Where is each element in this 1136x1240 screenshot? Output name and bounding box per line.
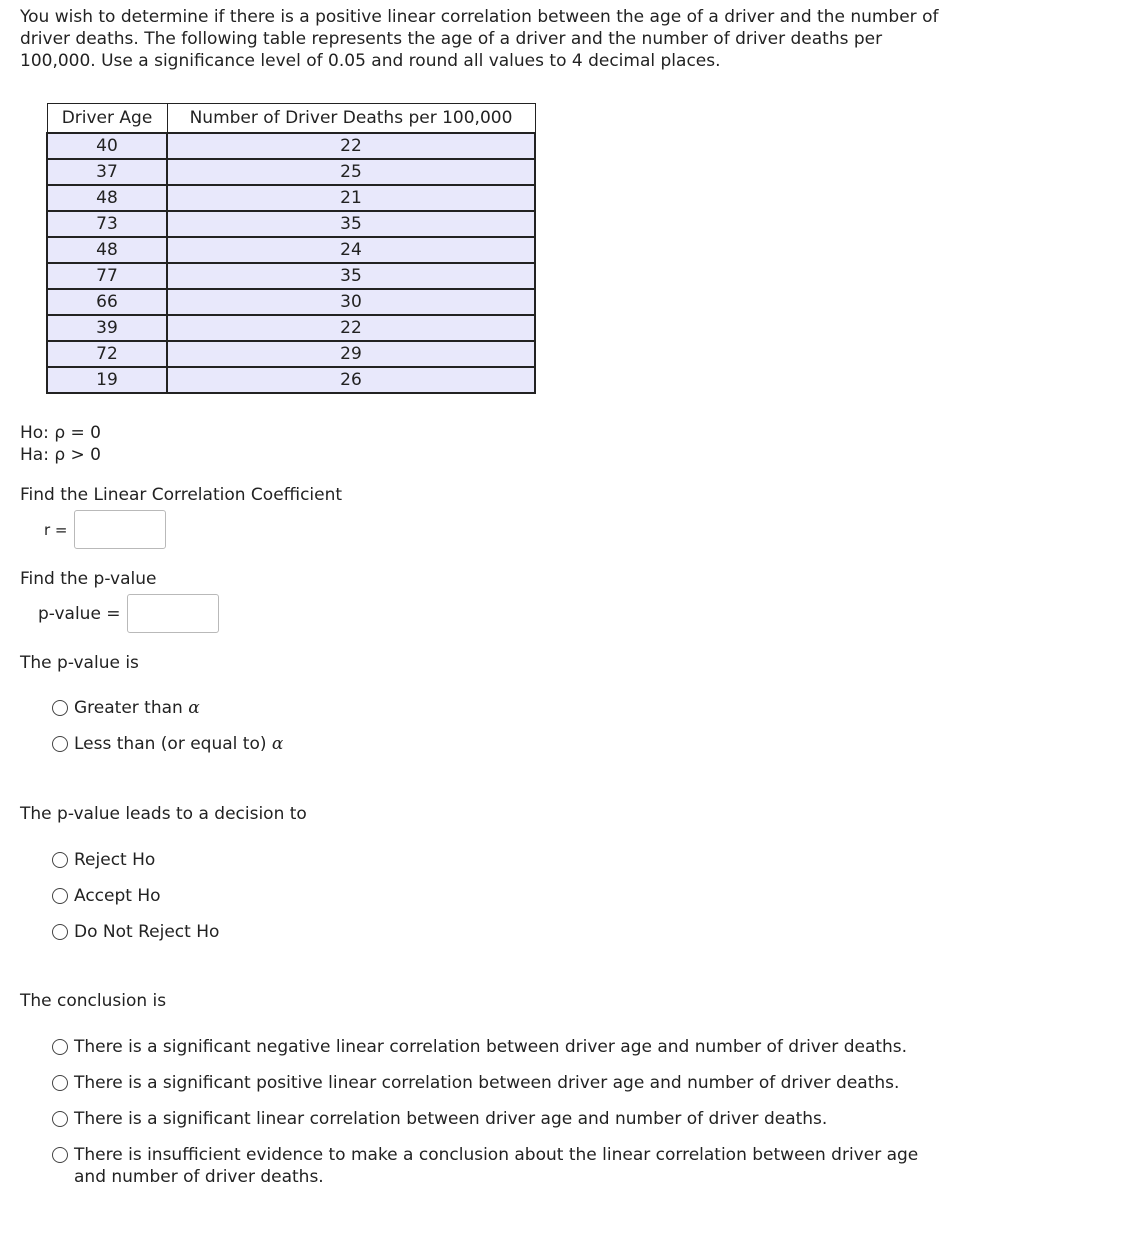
age-cell: 77 — [47, 263, 167, 289]
table-row — [47, 367, 535, 393]
null-hypothesis: Ho: ρ = 0 — [20, 423, 101, 443]
option-label: Do Not Reject Ho — [74, 922, 220, 942]
table-row — [47, 341, 535, 367]
table-row — [47, 133, 535, 159]
radio-button[interactable] — [52, 1039, 68, 1055]
table-row — [47, 289, 535, 315]
age-cell: 73 — [47, 211, 167, 237]
age-cell: 40 — [47, 133, 167, 159]
age-cell: 37 — [47, 159, 167, 185]
decision-options — [52, 849, 219, 957]
table-header-row — [47, 104, 535, 134]
correlation-row — [44, 510, 166, 549]
pvalue-heading: Find the p-value — [20, 569, 157, 589]
decision-heading: The p-value leads to a decision to — [20, 804, 307, 824]
deaths-cell: 22 — [167, 133, 535, 159]
deaths-cell: 26 — [167, 367, 535, 393]
option-label: There is a significant negative linear correlation between driver age and number of driver deaths. — [74, 1037, 908, 1057]
r-input[interactable] — [74, 510, 166, 549]
radio-button[interactable] — [52, 888, 68, 904]
comparison-heading: The p-value is — [20, 653, 139, 673]
problem-statement: You wish to determine if there is a positive linear correlation between the age of a driver and the number of driver deaths. The following table represents the age of a driver and the number of driver deaths per 100,000. Use a significance level of 0.05 and round all values to 4 decimal places. — [20, 7, 939, 71]
pvalue-label: p-value = — [38, 603, 121, 624]
radio-button[interactable] — [52, 1147, 68, 1163]
option-accept-ho[interactable] — [52, 885, 219, 921]
option-less-than-alpha[interactable] — [52, 733, 283, 769]
option-label: Accept Ho — [74, 886, 161, 906]
header-driver-deaths: Number of Driver Deaths per 100,000 — [167, 104, 535, 134]
table-row — [47, 159, 535, 185]
deaths-cell: 24 — [167, 237, 535, 263]
table-row — [47, 315, 535, 341]
option-insufficient-evidence[interactable] — [52, 1144, 952, 1188]
data-table — [46, 103, 536, 394]
age-cell: 19 — [47, 367, 167, 393]
option-label: There is a significant linear correlation between driver age and number of driver deaths. — [74, 1109, 828, 1129]
option-positive-correlation[interactable] — [52, 1072, 952, 1108]
age-cell: 72 — [47, 341, 167, 367]
option-reject-ho[interactable] — [52, 849, 219, 885]
age-cell: 66 — [47, 289, 167, 315]
option-label: There is insufficient evidence to make a conclusion about the linear correlation between driver age and number of driver deaths. — [74, 1145, 919, 1187]
comparison-options — [52, 697, 283, 769]
hypotheses — [20, 422, 101, 466]
deaths-cell: 22 — [167, 315, 535, 341]
deaths-cell: 35 — [167, 263, 535, 289]
option-label: Greater than α — [74, 698, 200, 718]
pvalue-row — [38, 594, 219, 633]
deaths-cell: 21 — [167, 185, 535, 211]
r-label: r = — [44, 520, 68, 539]
radio-button[interactable] — [52, 1111, 68, 1127]
deaths-cell: 35 — [167, 211, 535, 237]
conclusion-heading: The conclusion is — [20, 991, 167, 1011]
table-row — [47, 237, 535, 263]
deaths-cell: 30 — [167, 289, 535, 315]
option-label: There is a significant positive linear correlation between driver age and number of driver deaths. — [74, 1073, 900, 1093]
correlation-heading: Find the Linear Correlation Coefficient — [20, 485, 343, 505]
option-label: Less than (or equal to) α — [74, 734, 284, 754]
header-driver-age: Driver Age — [47, 104, 167, 134]
option-do-not-reject-ho[interactable] — [52, 921, 219, 957]
radio-button[interactable] — [52, 1075, 68, 1091]
conclusion-options — [52, 1036, 952, 1188]
deaths-cell: 29 — [167, 341, 535, 367]
radio-button[interactable] — [52, 700, 68, 716]
option-negative-correlation[interactable] — [52, 1036, 952, 1072]
table-row — [47, 185, 535, 211]
table-row — [47, 263, 535, 289]
age-cell: 48 — [47, 237, 167, 263]
option-greater-than-alpha[interactable] — [52, 697, 283, 733]
table-row — [47, 211, 535, 237]
radio-button[interactable] — [52, 852, 68, 868]
radio-button[interactable] — [52, 924, 68, 940]
option-label: Reject Ho — [74, 850, 156, 870]
radio-button[interactable] — [52, 736, 68, 752]
age-cell: 39 — [47, 315, 167, 341]
alternative-hypothesis: Ha: ρ > 0 — [20, 445, 101, 465]
age-cell: 48 — [47, 185, 167, 211]
option-significant-correlation[interactable] — [52, 1108, 952, 1144]
deaths-cell: 25 — [167, 159, 535, 185]
pvalue-input[interactable] — [127, 594, 219, 633]
